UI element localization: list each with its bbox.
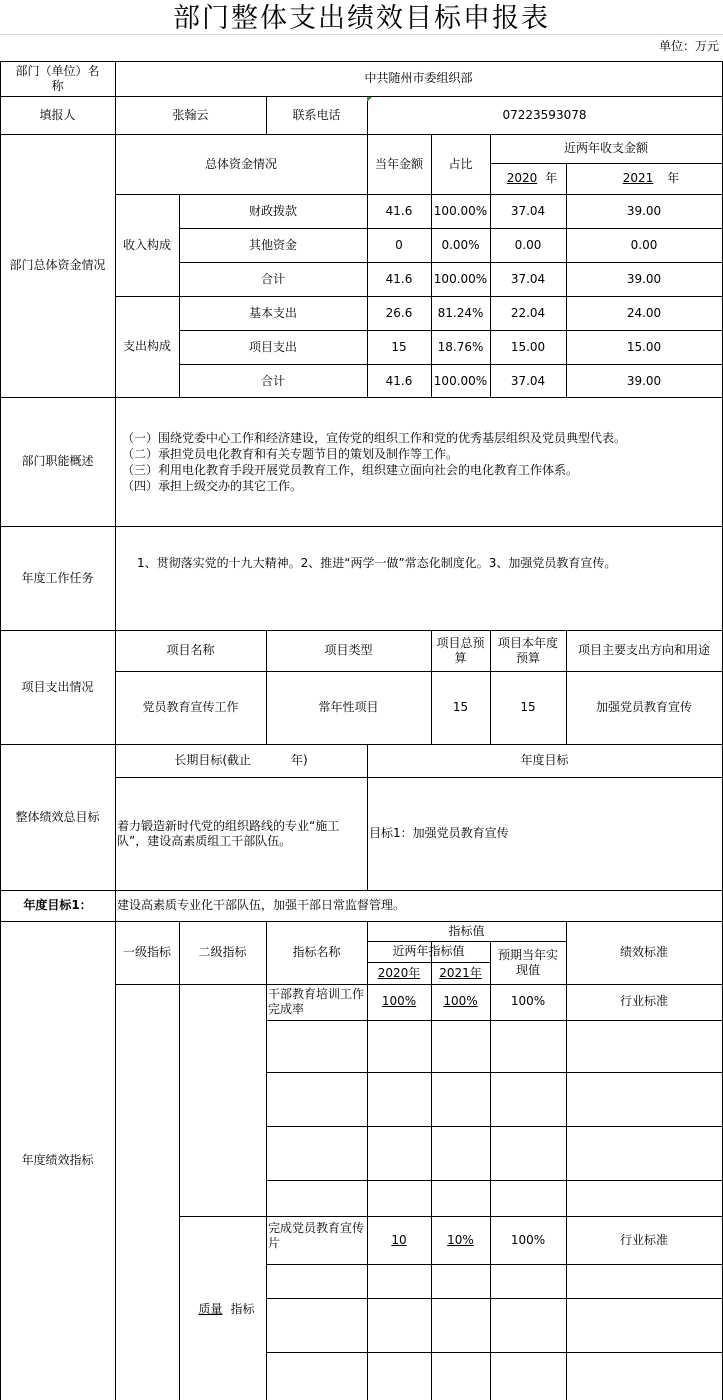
fund-cell-y2: 15.00 (626, 339, 662, 354)
indicator-expected: 100% (510, 1232, 546, 1247)
projects-header-name: 项目名称 (166, 643, 215, 657)
ind-header-y1: 2020年 (377, 965, 421, 980)
fund-cell-y1: 37.04 (510, 373, 546, 388)
fund-cell-amount: 0 (395, 237, 403, 252)
quality-label: 质量 指标 (198, 1301, 255, 1316)
long-term-header: 长期目标(截止 年) (174, 753, 308, 767)
expense-label: 支出构成 (122, 339, 171, 353)
duties-line: （三）利用电化教育手段开展党员教育工作，组织建立面向社会的电化教育工作体系。 (122, 463, 579, 477)
comment-marker (367, 97, 372, 102)
fund-cell-ratio: 18.76% (437, 339, 484, 354)
fund-cell-y2: 39.00 (626, 373, 662, 388)
fund-cell-y2: 24.00 (626, 305, 662, 320)
income-label: 收入构成 (122, 237, 171, 252)
duties-line: （二）承担党员电化教育和有关专题节目的策划及制作等工作。 (122, 447, 459, 461)
duties-text (122, 430, 712, 494)
fund-cell-y2: 39.00 (626, 271, 662, 286)
fund-cell-name: 合计 (260, 373, 285, 388)
ind-header-y2: 2021年 (439, 965, 482, 980)
ind-header-expected: 预期当年实现值 (497, 947, 558, 977)
fund-cell-y1: 37.04 (510, 271, 546, 286)
fund-cell-amount: 41.6 (385, 271, 413, 286)
annual-task-label: 年度工作任务 (21, 570, 94, 585)
phone-value: 07223593078 (502, 107, 587, 122)
grid-line (266, 1264, 723, 1265)
duties-line: （一）围绕党委中心工作和经济建设，宣传党的组织工作和党的优秀基层组织及党员典型代表。 (122, 431, 627, 445)
indicator-standard: 行业标准 (619, 994, 668, 1008)
funds-year1: 2020 年 (506, 171, 558, 185)
annual-task-text: 1、贯彻落实党的十九大精神。2、推进“两学一做”常态化制度化。3、加强党员教育宣传。 (137, 556, 617, 570)
fund-cell-name: 合计 (260, 271, 285, 286)
grid-line (266, 1352, 723, 1353)
funds-header-recent: 近两年收支金额 (563, 141, 648, 155)
grid-line (431, 962, 432, 1400)
reporter-label: 填报人 (39, 107, 76, 122)
indicator-standard: 行业标准 (619, 1232, 668, 1247)
title-divider (0, 34, 723, 35)
annual-goal1-text: 建设高素质专业化干部队伍，加强干部日常监督管理。 (117, 898, 406, 912)
grid-line (266, 1298, 723, 1299)
fund-cell-ratio: 100.00% (433, 373, 488, 388)
annual-goal-header: 年度目标 (520, 753, 569, 767)
indicator-name: 完成党员教育宣传片 (268, 1221, 365, 1250)
fund-cell-ratio: 100.00% (433, 203, 488, 218)
projects-header-annual: 项目本年度预算 (497, 635, 558, 665)
projects-label: 项目支出情况 (21, 679, 94, 694)
projects-header-type: 项目类型 (324, 643, 373, 657)
fund-cell-ratio: 0.00% (441, 237, 480, 252)
project-name: 党员教育宣传工作 (142, 700, 239, 714)
ind-header-value: 指标值 (448, 923, 485, 938)
funds-year2: 2021 年 (622, 171, 680, 185)
indicator-y1: 10 (391, 1232, 407, 1247)
grid-line (266, 1072, 723, 1073)
fund-cell-amount: 15 (391, 339, 407, 354)
grid-line (266, 1180, 723, 1181)
annual-goal-text: 目标1：加强党员教育宣传 (369, 826, 509, 840)
ind-header-level2: 二级指标 (198, 945, 247, 959)
duties-line: （四）承担上级交办的其它工作。 (122, 479, 303, 493)
fund-cell-ratio: 81.24% (437, 305, 484, 320)
indicator-y2: 10% (447, 1232, 474, 1247)
fund-cell-name: 基本支出 (248, 305, 297, 320)
grid-line (115, 921, 116, 1400)
projects-header-purpose: 项目主要支出方向和用途 (577, 643, 710, 657)
duties-label: 部门职能概述 (21, 454, 94, 468)
project-total: 15 (452, 700, 469, 714)
ind-header-standard: 绩效标准 (619, 945, 668, 959)
fund-cell-y1: 15.00 (510, 339, 546, 354)
project-type: 常年性项目 (318, 700, 379, 714)
dept-label: 部门（单位）名称 (15, 63, 100, 93)
page-title: 部门整体支出绩效目标申报表 (173, 3, 550, 34)
long-term-text: 着力锻造新时代党的组织路线的专业“施工队”，建设高素质组工干部队伍。 (117, 818, 340, 848)
projects-header-total: 项目总预算 (436, 635, 485, 665)
fund-cell-y1: 22.04 (510, 305, 546, 320)
fund-cell-amount: 26.6 (385, 305, 413, 320)
ind-header-level1: 一级指标 (122, 945, 171, 959)
indicators-label: 年度绩效指标 (21, 1153, 94, 1167)
phone-label: 联系电话 (292, 107, 341, 122)
fund-cell-amount: 41.6 (385, 203, 413, 218)
unit-label: 单位：万元 (658, 39, 719, 53)
indicator-name: 干部教育培训工作完成率 (268, 987, 365, 1016)
fund-cell-y2: 39.00 (626, 203, 662, 218)
goals-label: 整体绩效总目标 (15, 809, 100, 824)
dept-name: 中共随州市委组织部 (364, 71, 473, 85)
funds-header-ratio: 占比 (448, 156, 473, 171)
indicator-y2: 100% (443, 994, 478, 1008)
fund-cell-y1: 37.04 (510, 203, 546, 218)
ind-header-name: 指标名称 (292, 945, 341, 959)
fund-cell-ratio: 100.00% (433, 271, 488, 286)
grid-line (266, 1020, 723, 1021)
grid-line (266, 1126, 723, 1127)
indicator-expected: 100% (510, 994, 546, 1008)
project-purpose: 加强党员教育宣传 (595, 700, 692, 714)
fund-cell-amount: 41.6 (385, 373, 413, 388)
fund-cell-y2: 0.00 (630, 237, 658, 252)
fund-cell-name: 财政拨款 (248, 203, 297, 218)
funds-header-total: 总体资金情况 (204, 156, 277, 171)
fund-cell-name: 其他资金 (248, 237, 297, 252)
annual-goal1-label: 年度目标1： (23, 898, 92, 912)
ind-header-recent: 近两年指标值 (392, 944, 465, 958)
fund-cell-name: 项目支出 (248, 339, 297, 354)
fund-cell-y1: 0.00 (514, 237, 542, 252)
project-annual: 15 (520, 700, 536, 714)
funds-section-label: 部门总体资金情况 (9, 258, 106, 272)
reporter-name: 张翰云 (172, 107, 209, 122)
indicator-y1: 100% (381, 994, 417, 1008)
funds-header-amount: 当年金额 (374, 156, 423, 171)
